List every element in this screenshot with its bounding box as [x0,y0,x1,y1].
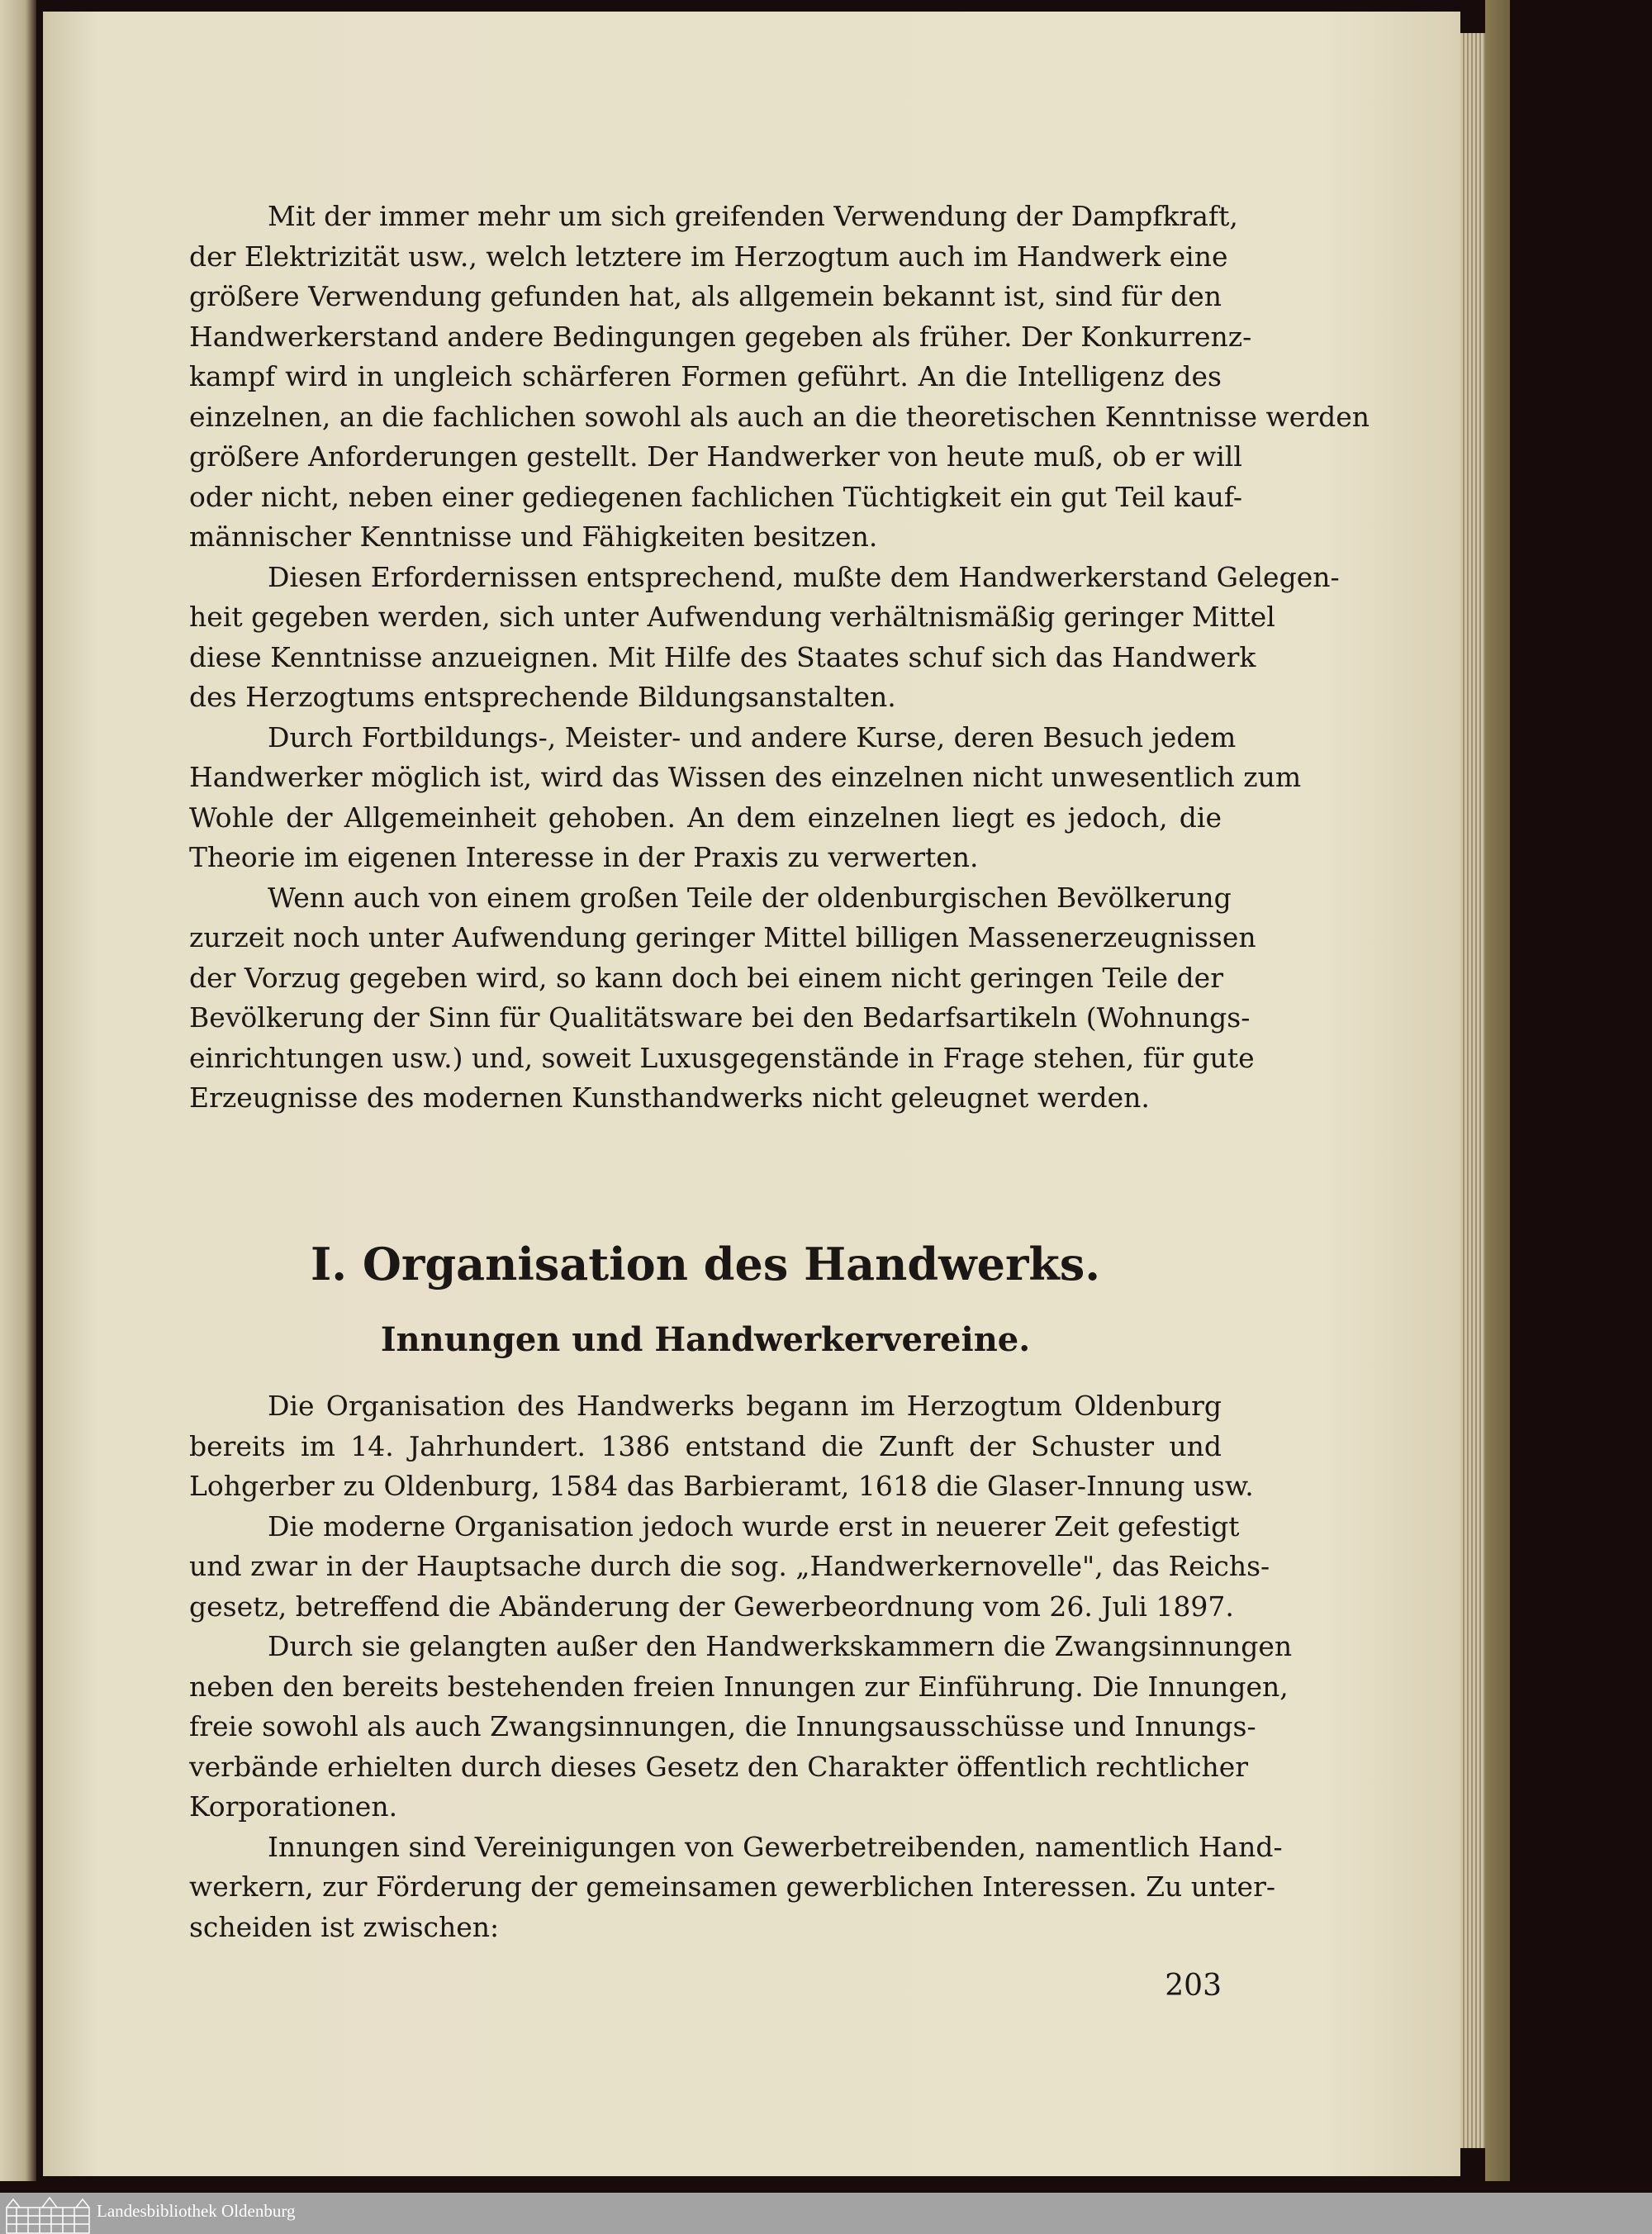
section-subheading: Innungen und Handwerkervereine. [380,1320,1031,1359]
text-line: kampf wird in ungleich schärferen Formen geführt. An die Intelligenz des [189,360,1222,392]
text-line: der Elektrizität usw., welch letztere im Herzogtum auch im Handwerk eine [189,240,1228,273]
text-line: Lohgerber zu Oldenburg, 1584 das Barbieramt, 1618 die Glaser-Innung usw. [189,1470,1254,1502]
text-line: Korporationen. [189,1790,398,1823]
text-line: Erzeugnisse des modernen Kunsthandwerks nicht geleugnet werden. [189,1081,1150,1114]
text-line: bereits im 14. Jahrhundert. 1386 entstand die Zunft der Schuster und [189,1429,1222,1462]
text-line: größere Verwendung gefunden hat, als allgemein bekannt ist, sind für den [189,280,1222,312]
text-line: oder nicht, neben einer gediegenen fachlichen Tüchtigkeit ein gut Teil kauf- [189,480,1243,513]
text-line: Wohle der Allgemeinheit gehoben. An dem einzelnen liegt es jedoch, die [189,801,1222,834]
text-line: des Herzogtums entsprechende Bildungsanstalten. [189,681,896,713]
text-line: Bevölkerung der Sinn für Qualitätsware bei den Bedarfsartikeln (Wohnungs- [189,1001,1251,1034]
text-line: diese Kenntnisse anzueignen. Mit Hilfe des Staates schuf sich das Handwerk [189,640,1256,673]
text-line: freie sowohl als auch Zwangsinnungen, die Innungsausschüsse und Innungs- [189,1710,1256,1742]
text-block-top [189,197,1370,1119]
left-page-edge [0,0,36,2181]
text-line: Handwerker möglich ist, wird das Wissen des einzelnen nicht unwesentlich zum [189,761,1302,793]
library-name: Landesbibliothek Oldenburg [97,2201,296,2221]
text-line: Innungen sind Vereinigungen von Gewerbetreibenden, namentlich Hand- [268,1830,1283,1863]
book-cover [1485,0,1510,2181]
text-line: einrichtungen usw.) und, soweit Luxusgegenstände in Frage stehen, für gute [189,1041,1255,1074]
text-line: Die Organisation des Handwerks begann im Herzogtum Oldenburg [268,1390,1222,1422]
text-line: Theorie im eigenen Interesse in der Praxis zu verwerten. [189,841,979,873]
text-line: verbände erhielten durch dieses Gesetz den Charakter öffentlich rechtlicher [189,1750,1249,1783]
text-line: der Vorzug gegeben wird, so kann doch bei einem nicht geringen Teile der [189,961,1223,994]
text-line: Diesen Erfordernissen entsprechend, mußte dem Handwerkerstand Gelegen- [268,560,1340,593]
page-edges [1460,33,1485,2148]
text-line: Durch Fortbildungs-, Meister- und andere Kurse, deren Besuch jedem [268,720,1237,753]
text-line: neben den bereits bestehenden freien Innungen zur Einführung. Die Innungen, [189,1670,1289,1703]
text-line: und zwar in der Hauptsache durch die sog. „Handwerkernovelle", das Reichs- [189,1550,1270,1582]
text-line: männischer Kenntnisse und Fähigkeiten besitzen. [189,520,878,553]
text-line: Wenn auch von einem großen Teile der oldenburgischen Bevölkerung [268,881,1232,914]
page-number: 203 [1165,1969,1222,2003]
text-line: einzelnen, an die fachlichen sowohl als auch an die theoretischen Kenntnisse werden [189,400,1370,433]
text-line: Die moderne Organisation jedoch wurde erst in neuerer Zeit gefestigt [268,1509,1240,1542]
text-line: gesetz, betreffend die Abänderung der Gewerbeordnung vom 26. Juli 1897. [189,1590,1234,1623]
text-line: Durch sie gelangten außer den Handwerkskammern die Zwangsinnungen [268,1630,1293,1662]
text-line: heit gegeben werden, sich unter Aufwendung verhältnismäßig geringer Mittel [189,601,1275,633]
text-block-bottom [189,1386,1293,1947]
text-line: scheiden ist zwischen: [189,1910,500,1943]
text-line: Handwerkerstand andere Bedingungen gegeben als früher. Der Konkurrenz- [189,320,1252,353]
footer-bar [0,2193,1652,2234]
text-line: Mit der immer mehr um sich greifenden Verwendung der Dampfkraft, [268,200,1238,232]
chapter-heading: I. Organisation des Handwerks. [310,1238,1101,1290]
text-line: größere Anforderungen gestellt. Der Handwerker von heute muß, ob er will [189,440,1242,473]
text-line: werkern, zur Förderung der gemeinsamen gewerblichen Interessen. Zu unter- [189,1870,1276,1903]
text-line: zurzeit noch unter Aufwendung geringer Mittel billigen Massenerzeugnissen [189,921,1256,953]
library-building-logo-icon [5,2196,91,2234]
